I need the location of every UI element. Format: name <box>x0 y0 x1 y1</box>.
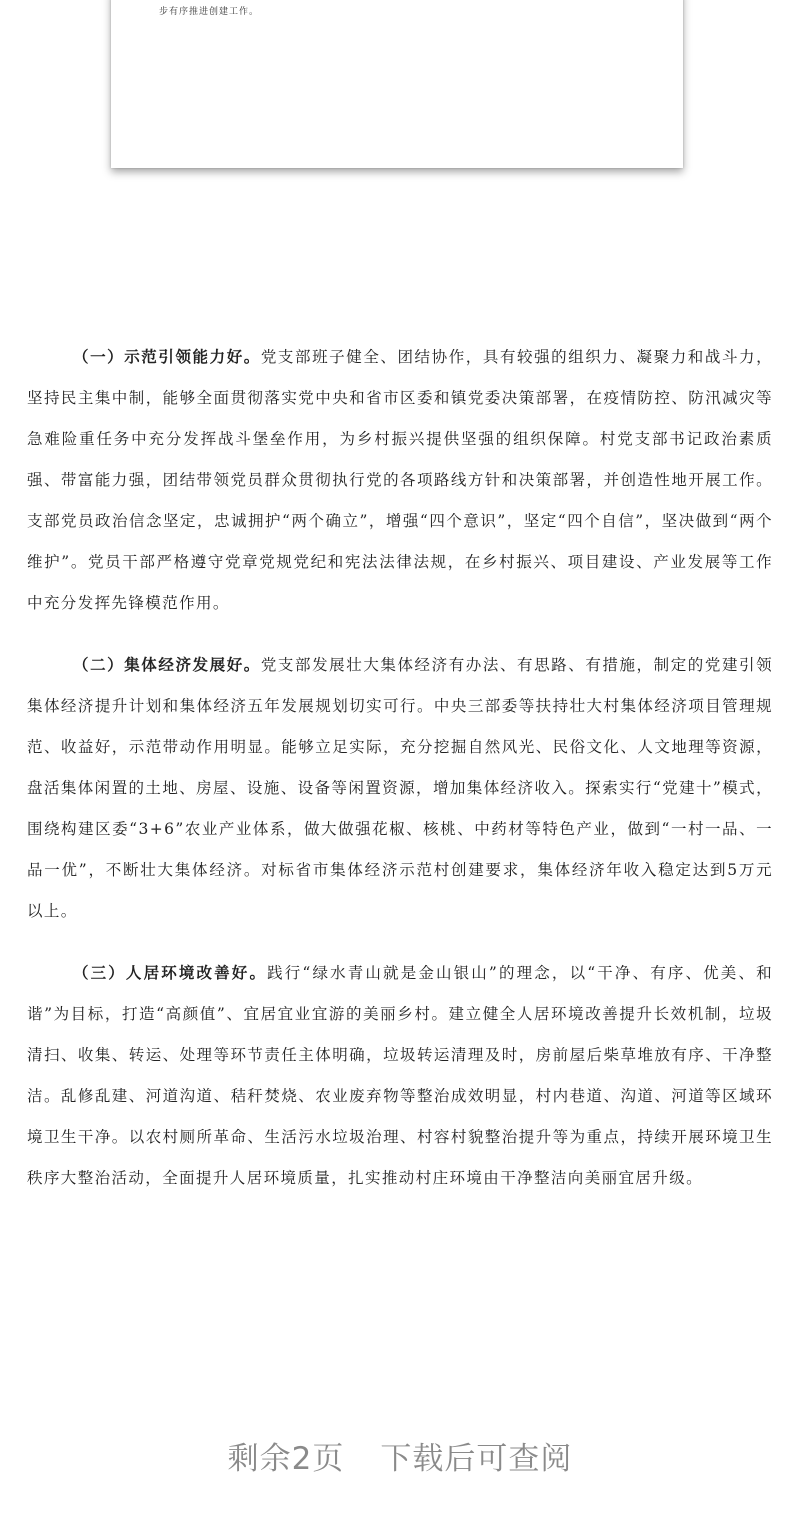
section-paragraph-1 <box>27 336 773 624</box>
download-prompt[interactable] <box>0 1433 800 1478</box>
section-text-2: 党支部发展壮大集体经济有办法、有思路、有措施，制定的党建引领集体经济提升计划和集体经济五年发展规划切实可行。中央三部委等扶持壮大村集体经济项目管理规范、收益好，示范带动作用明显。能够立足实际，充分挖掘自然风光、民俗文化、人文地理等资源，盘活集体闲置的土地、房屋、设施、设备等闲置资源，增加集体经济收入。探索实行“党建十”模式，围绕构建区委“3+6”农业产业体系，做大做强花椒、核桃、中药材等特色产业，做到“一村一品、一品一优”，不断壮大集体经济。对标省市集体经济示范村创建要求，集体经济年收入稳定达到5万元以上。 <box>27 656 773 920</box>
section-paragraph-2 <box>27 644 773 932</box>
section-text-3: 践行“绿水青山就是金山银山”的理念，以“干净、有序、优美、和谐”为目标，打造“高颜值”、宜居宜业宜游的美丽乡村。建立健全人居环境改善提升长效机制，垃圾清扫、收集、转运、处理等环节责任主体明确，垃圾转运清理及时，房前屋后柴草堆放有序、干净整洁。乱修乱建、河道沟道、秸秆焚烧、农业废弃物等整治成效明显，村内巷道、沟道、河道等区域环境卫生干净。以农村厕所革命、生活污水垃圾治理、村容村貌整治提升等为重点，持续开展环境卫生秩序大整治活动，全面提升人居环境质量，扎实推动村庄环境由干净整洁向美丽宜居升级。 <box>27 964 773 1187</box>
preview-text: 步有序推进创建工作。 <box>159 7 260 17</box>
article-body <box>27 336 773 1219</box>
section-heading-3: （三）人居环境改善好。 <box>73 963 268 982</box>
remaining-pages-label: 剩余2页 <box>227 1441 345 1477</box>
section-heading-1: （一）示范引领能力好。 <box>73 347 261 366</box>
section-text-1: 党支部班子健全、团结协作，具有较强的组织力、凝聚力和战斗力，坚持民主集中制，能够全面贯彻落实党中央和省市区委和镇党委决策部署，在疫情防控、防汛减灾等急难险重任务中充分发挥战斗堡垒作用，为乡村振兴提供坚强的组织保障。村党支部书记政治素质强、带富能力强，团结带领党员群众贯彻执行党的各项路线方针和决策部署，并创造性地开展工作。支部党员政治信念坚定，忠诚拥护“两个确立”，增强“四个意识”，坚定“四个自信”，坚决做到“两个维护”。党员干部严格遵守党章党规党纪和宪法法律法规，在乡村振兴、项目建设、产业发展等工作中充分发挥先锋模范作用。 <box>27 348 773 612</box>
section-heading-2: （二）集体经济发展好。 <box>73 655 261 674</box>
download-to-view-label[interactable]: 下载后可查阅 <box>380 1441 573 1477</box>
document-preview-card <box>111 0 683 168</box>
section-paragraph-3 <box>27 952 773 1199</box>
